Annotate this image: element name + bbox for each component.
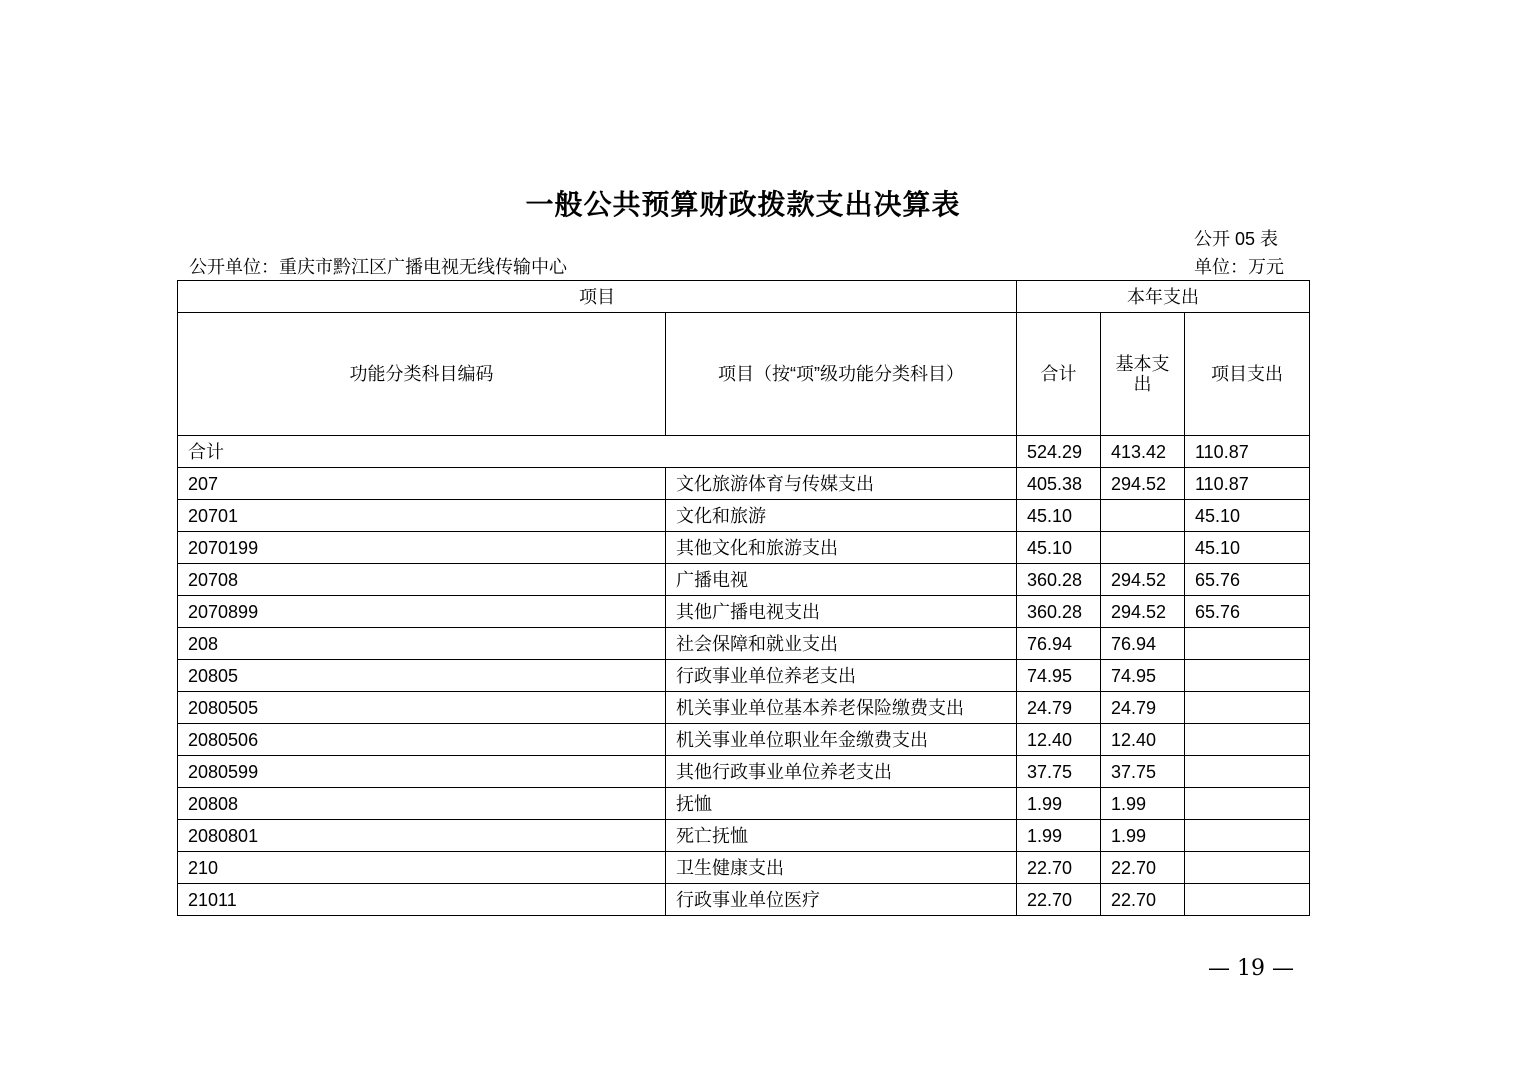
cell-code: 208 — [178, 628, 666, 660]
unit-label: 单位：万元 — [1194, 257, 1284, 277]
expenditure-table — [177, 280, 1310, 916]
cell-name: 文化和旅游 — [666, 500, 1017, 532]
header-group-row — [178, 281, 1310, 313]
cell-code: 207 — [178, 468, 666, 500]
cell-basic — [1101, 532, 1185, 564]
cell-code: 210 — [178, 852, 666, 884]
cell-project: 45.10 — [1185, 532, 1310, 564]
cell-total: 45.10 — [1017, 500, 1101, 532]
table-row — [178, 852, 1310, 884]
table-row — [178, 756, 1310, 788]
cell-name: 行政事业单位养老支出 — [666, 660, 1017, 692]
table-row — [178, 660, 1310, 692]
total-row-basic: 413.42 — [1101, 436, 1185, 468]
table-row — [178, 500, 1310, 532]
cell-name: 其他文化和旅游支出 — [666, 532, 1017, 564]
cell-project — [1185, 628, 1310, 660]
cell-total: 22.70 — [1017, 852, 1101, 884]
cell-code: 20708 — [178, 564, 666, 596]
cell-basic: 22.70 — [1101, 884, 1185, 916]
cell-basic: 22.70 — [1101, 852, 1185, 884]
cell-basic: 76.94 — [1101, 628, 1185, 660]
col-header-name: 项目（按“项”级功能分类科目） — [666, 313, 1017, 436]
table-row — [178, 884, 1310, 916]
cell-basic: 74.95 — [1101, 660, 1185, 692]
cell-name: 抚恤 — [666, 788, 1017, 820]
cell-total: 12.40 — [1017, 724, 1101, 756]
cell-project — [1185, 884, 1310, 916]
cell-code: 20808 — [178, 788, 666, 820]
total-row-total: 524.29 — [1017, 436, 1101, 468]
form-number: 公开 05 表 — [1194, 229, 1279, 249]
cell-code: 2080505 — [178, 692, 666, 724]
cell-total: 405.38 — [1017, 468, 1101, 500]
total-row-label: 合计 — [178, 436, 1017, 468]
total-row — [178, 436, 1310, 468]
cell-code: 2080599 — [178, 756, 666, 788]
column-header-row — [178, 313, 1310, 436]
table-row — [178, 724, 1310, 756]
cell-total: 360.28 — [1017, 596, 1101, 628]
cell-total: 74.95 — [1017, 660, 1101, 692]
cell-project — [1185, 660, 1310, 692]
cell-total: 1.99 — [1017, 820, 1101, 852]
table-row — [178, 788, 1310, 820]
table-row — [178, 820, 1310, 852]
cell-total: 1.99 — [1017, 788, 1101, 820]
table-row — [178, 628, 1310, 660]
cell-name: 社会保障和就业支出 — [666, 628, 1017, 660]
cell-project — [1185, 852, 1310, 884]
cell-total: 360.28 — [1017, 564, 1101, 596]
cell-basic: 12.40 — [1101, 724, 1185, 756]
cell-basic: 294.52 — [1101, 468, 1185, 500]
cell-code: 2070199 — [178, 532, 666, 564]
organization-label: 公开单位：重庆市黔江区广播电视无线传输中心 — [189, 257, 567, 277]
cell-name: 行政事业单位医疗 — [666, 884, 1017, 916]
page-title: 一般公共预算财政拨款支出决算表 — [525, 188, 961, 221]
cell-project — [1185, 692, 1310, 724]
cell-total: 76.94 — [1017, 628, 1101, 660]
cell-name: 其他行政事业单位养老支出 — [666, 756, 1017, 788]
table-row — [178, 532, 1310, 564]
table-row — [178, 596, 1310, 628]
cell-name: 机关事业单位职业年金缴费支出 — [666, 724, 1017, 756]
cell-code: 2070899 — [178, 596, 666, 628]
cell-project — [1185, 724, 1310, 756]
cell-project — [1185, 820, 1310, 852]
cell-project: 110.87 — [1185, 468, 1310, 500]
cell-basic: 1.99 — [1101, 820, 1185, 852]
cell-code: 2080801 — [178, 820, 666, 852]
cell-project: 45.10 — [1185, 500, 1310, 532]
cell-total: 37.75 — [1017, 756, 1101, 788]
cell-name: 广播电视 — [666, 564, 1017, 596]
cell-project: 65.76 — [1185, 564, 1310, 596]
cell-basic: 1.99 — [1101, 788, 1185, 820]
cell-code: 21011 — [178, 884, 666, 916]
col-header-project: 项目支出 — [1185, 313, 1310, 436]
cell-project — [1185, 788, 1310, 820]
table-row — [178, 692, 1310, 724]
cell-total: 45.10 — [1017, 532, 1101, 564]
cell-code: 20701 — [178, 500, 666, 532]
cell-basic: 294.52 — [1101, 596, 1185, 628]
cell-code: 20805 — [178, 660, 666, 692]
cell-name: 机关事业单位基本养老保险缴费支出 — [666, 692, 1017, 724]
cell-basic: 37.75 — [1101, 756, 1185, 788]
cell-total: 24.79 — [1017, 692, 1101, 724]
header-group-right: 本年支出 — [1017, 281, 1310, 313]
table-row — [178, 564, 1310, 596]
header-group-left: 项目 — [178, 281, 1017, 313]
cell-code: 2080506 — [178, 724, 666, 756]
cell-name: 卫生健康支出 — [666, 852, 1017, 884]
col-header-total: 合计 — [1017, 313, 1101, 436]
col-header-basic: 基本支出 — [1101, 313, 1185, 436]
cell-total: 22.70 — [1017, 884, 1101, 916]
cell-basic: 24.79 — [1101, 692, 1185, 724]
page-number: — 19 — — [1208, 956, 1294, 981]
col-header-code: 功能分类科目编码 — [178, 313, 666, 436]
cell-name: 其他广播电视支出 — [666, 596, 1017, 628]
cell-name: 死亡抚恤 — [666, 820, 1017, 852]
cell-project — [1185, 756, 1310, 788]
cell-project: 65.76 — [1185, 596, 1310, 628]
cell-name: 文化旅游体育与传媒支出 — [666, 468, 1017, 500]
cell-basic — [1101, 500, 1185, 532]
cell-basic: 294.52 — [1101, 564, 1185, 596]
total-row-project: 110.87 — [1185, 436, 1310, 468]
table-row — [178, 468, 1310, 500]
